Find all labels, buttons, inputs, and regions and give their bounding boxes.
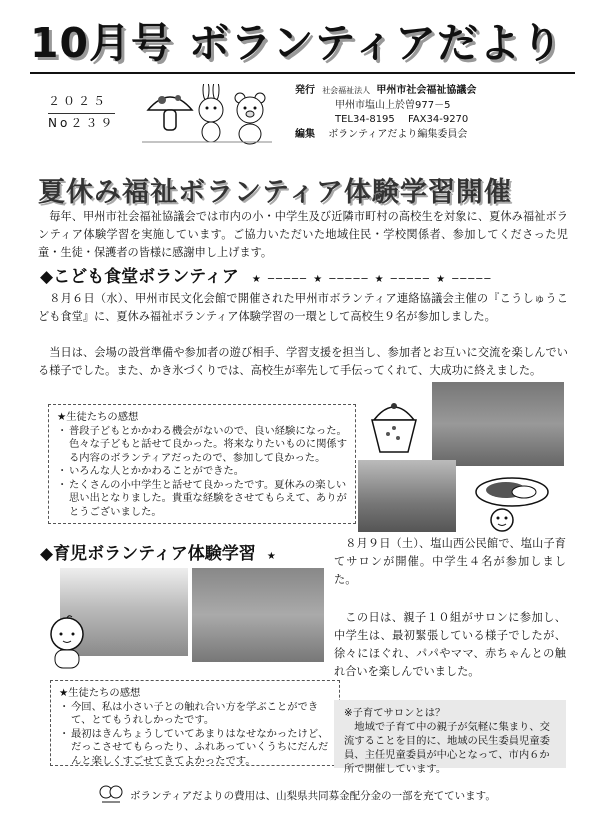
baby-icon — [45, 614, 89, 672]
footer-note: ボランティアだよりの費用は、山梨県共同募金配分金の一部を充てています。 — [130, 790, 496, 802]
section2-header — [40, 539, 340, 563]
bear-icon — [235, 93, 265, 144]
shaved-ice-icon — [368, 398, 420, 456]
comments-title: ★生徒たちの感想 — [59, 687, 141, 699]
title-rule — [30, 72, 575, 74]
section1-comments-box — [48, 404, 356, 524]
footer-mascot-icon — [98, 780, 124, 804]
star-divider: ★ ───── ★ ───── ★ ───── ★ ───── — [251, 274, 493, 285]
rabbit-icon — [199, 84, 223, 142]
comment-item: ・ 最初はきんちょうしていてあまりはなせなかったけど、だっこさせてもらったり、ふれあっていくうちにだんだんと楽しくすごせてきてよかったです。 — [71, 728, 331, 769]
newsletter-title: 10月号 ボランティアだより — [30, 19, 564, 67]
publisher-address: 甲州市塩山上於曽977－5 — [335, 99, 451, 111]
publisher-org: 甲州市社会福祉協議会 — [376, 85, 477, 96]
star-icon: ★ — [266, 551, 278, 562]
section1-heading: ◆こども食堂ボランティア — [40, 267, 239, 287]
section2-heading: ◆育児ボランティア体験学習 — [40, 544, 256, 564]
section-banner — [38, 170, 568, 208]
salon-photo-2 — [192, 568, 324, 662]
comment-item: ・ 今回、私は小さい子との触れ合い方を学ぶことができて、とてもうれしかったです。 — [71, 701, 331, 728]
section1-paragraph-2: 当日は、会場の設営準備や参加者の遊び相手、学習支援を担当し、参加者とお互いに交流を楽しんでいる様子でした。また、かき氷づくりでは、高校生が率先して手伝ってくれて、大成功に終えました。 — [38, 346, 568, 377]
publisher-info — [295, 84, 555, 142]
comments-title: ★生徒たちの感想 — [57, 411, 139, 423]
publisher-tel: TEL34-8195 — [335, 114, 395, 125]
cafeteria-photo-2 — [358, 460, 456, 532]
publisher-label: 発行 — [295, 85, 315, 96]
mushroom-icon — [148, 95, 192, 130]
issue-year: ２０２５ — [48, 94, 109, 108]
cafeteria-photo-1 — [432, 382, 564, 466]
section1-paragraph-1: ８月６日（水）、甲州市民文化会館で開催された甲州市ボランティア連絡協議会主催の『こうしゅうこども食堂』に、夏休み福祉ボランティア体験学習の一環として高校生９名が参加しました。 — [38, 292, 568, 323]
note-body: 地域で子育て中の親子が気軽に集まり、交流することを目的に、地域の民生委員児童委員、主任児童委員が中心となって、市内６か所で開催しています。 — [344, 721, 550, 775]
editor-label: 編集 — [295, 128, 315, 140]
intro-paragraph: 毎年、甲州市社会福祉協議会では市内の小・中学生及び近隣市町村の高校生を対象に、夏休み福祉ボランティア体験学習を実施しています。ご協力いただいた地域住民・学校関係者、参加してくださった児童・生徒・保護者の皆様に感謝申し上げます。 — [38, 210, 568, 259]
comment-item: ・ たくさんの小中学生と話せて良かったです。夏休みの楽しい思い出となりました。貴重な経験をさせてもらえて、ありがとうございました。 — [69, 479, 347, 520]
section2-comments-box — [50, 680, 340, 766]
mascot-illustration — [140, 84, 275, 146]
issue-number: No２３９ — [48, 113, 115, 132]
section2-paragraph-1: ８月９日（土）、塩山西公民館で、塩山子育てサロンが開催。中学生４名が参加しました。 — [334, 537, 566, 586]
comment-item: ・ 普段子どもとかかわる機会がないので、良い経験になった。色々な子どもと話せて良かった。将来なりたいものに関係する内容のボランティアだったので、参加して良かった。 — [69, 425, 347, 466]
salon-note — [334, 700, 566, 775]
publisher-org-prefix: 社会福祉法人 — [322, 86, 371, 95]
masthead — [30, 10, 575, 82]
editor-name: ボランティアだより編集委員会 — [328, 128, 468, 140]
issue-info — [48, 93, 115, 132]
note-title: ※子育てサロンとは？ — [344, 707, 446, 719]
comment-item: ・ いろんな人とかかわることができた。 — [69, 465, 347, 479]
banner-title: 夏休み福祉ボランティア体験学習開催 — [38, 177, 512, 208]
curry-plate-icon — [462, 470, 562, 534]
section1-header — [40, 262, 570, 286]
section2-paragraph-2: この日は、親子１０組がサロンに参加し、中学生は、最初緊張している様子でしたが、徐々にほぐれ、パパやママ、赤ちゃんとの触れ合いを楽しんでいました。 — [334, 611, 566, 678]
publisher-fax: FAX34-9270 — [407, 114, 469, 125]
